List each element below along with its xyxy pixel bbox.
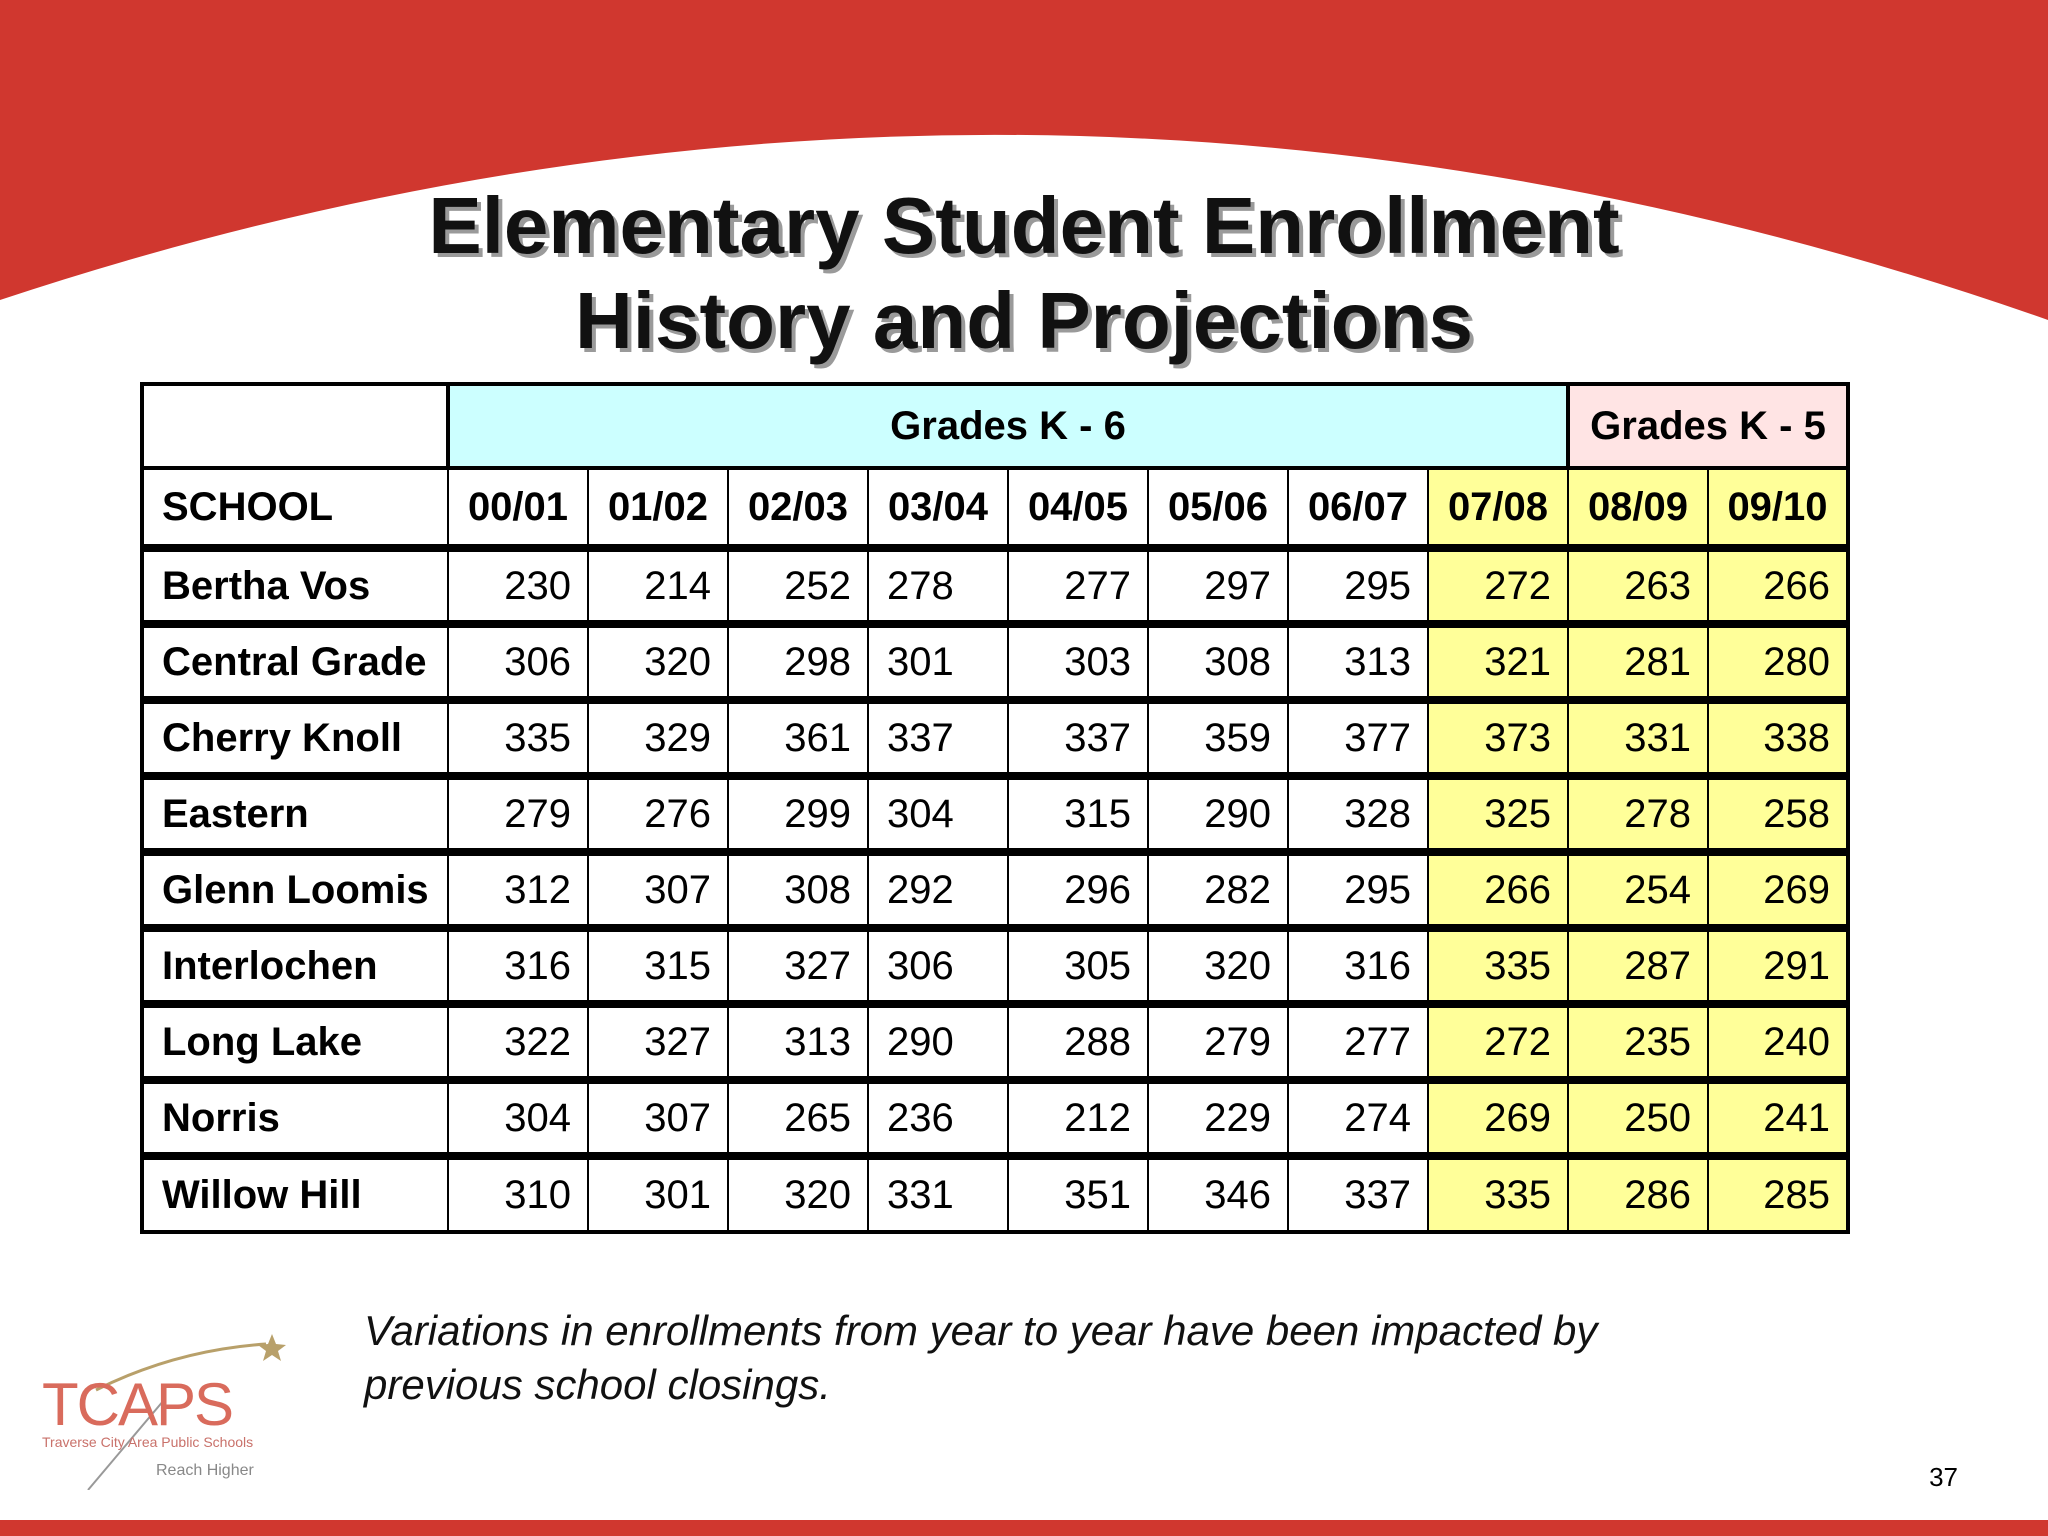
enrollment-value-cell: 276 <box>588 776 728 852</box>
enrollment-value-cell: 337 <box>1288 1156 1428 1232</box>
page-title <box>0 178 2048 368</box>
enrollment-value-cell: 327 <box>728 928 868 1004</box>
enrollment-value-cell: 240 <box>1708 1004 1848 1080</box>
enrollment-value-cell: 301 <box>588 1156 728 1232</box>
table-row <box>142 852 1848 928</box>
enrollment-value-cell: 250 <box>1568 1080 1708 1156</box>
enrollment-value-cell: 280 <box>1708 624 1848 700</box>
enrollment-table <box>140 382 1850 1234</box>
enrollment-value-cell: 290 <box>1148 776 1288 852</box>
table-row <box>142 548 1848 624</box>
enrollment-value-cell: 304 <box>868 776 1008 852</box>
enrollment-table-body <box>142 384 1848 1232</box>
enrollment-value-cell: 290 <box>868 1004 1008 1080</box>
enrollment-value-cell: 331 <box>1568 700 1708 776</box>
logo-subtitle: Traverse City Area Public Schools <box>42 1434 254 1450</box>
enrollment-value-cell: 258 <box>1708 776 1848 852</box>
enrollment-value-cell: 316 <box>1288 928 1428 1004</box>
enrollment-table-container <box>140 382 1850 1234</box>
enrollment-value-cell: 212 <box>1008 1080 1148 1156</box>
enrollment-value-cell: 295 <box>1288 548 1428 624</box>
enrollment-value-cell: 252 <box>728 548 868 624</box>
enrollment-value-cell: 315 <box>588 928 728 1004</box>
enrollment-value-cell: 320 <box>1148 928 1288 1004</box>
enrollment-value-cell: 269 <box>1428 1080 1568 1156</box>
enrollment-value-cell: 328 <box>1288 776 1428 852</box>
year-column-header: 03/04 <box>868 468 1008 548</box>
year-column-header: 02/03 <box>728 468 868 548</box>
enrollment-value-cell: 373 <box>1428 700 1568 776</box>
enrollment-value-cell: 310 <box>448 1156 588 1232</box>
school-name-cell: Interlochen <box>142 928 448 1004</box>
enrollment-value-cell: 285 <box>1708 1156 1848 1232</box>
grades-k6-header: Grades K - 6 <box>448 384 1568 468</box>
enrollment-value-cell: 266 <box>1428 852 1568 928</box>
enrollment-value-cell: 278 <box>868 548 1008 624</box>
table-row <box>142 1080 1848 1156</box>
enrollment-value-cell: 337 <box>1008 700 1148 776</box>
year-column-header: 06/07 <box>1288 468 1428 548</box>
enrollment-value-cell: 303 <box>1008 624 1148 700</box>
enrollment-value-cell: 266 <box>1708 548 1848 624</box>
enrollment-value-cell: 329 <box>588 700 728 776</box>
enrollment-value-cell: 214 <box>588 548 728 624</box>
enrollment-value-cell: 312 <box>448 852 588 928</box>
enrollment-value-cell: 279 <box>448 776 588 852</box>
table-row <box>142 624 1848 700</box>
enrollment-value-cell: 298 <box>728 624 868 700</box>
grades-k5-header: Grades K - 5 <box>1568 384 1848 468</box>
enrollment-value-cell: 338 <box>1708 700 1848 776</box>
enrollment-value-cell: 296 <box>1008 852 1148 928</box>
year-column-header: 04/05 <box>1008 468 1148 548</box>
enrollment-value-cell: 337 <box>868 700 1008 776</box>
school-name-cell: Long Lake <box>142 1004 448 1080</box>
enrollment-value-cell: 299 <box>728 776 868 852</box>
year-column-header: 05/06 <box>1148 468 1288 548</box>
enrollment-value-cell: 313 <box>728 1004 868 1080</box>
enrollment-value-cell: 315 <box>1008 776 1148 852</box>
enrollment-value-cell: 313 <box>1288 624 1428 700</box>
school-name-cell: Bertha Vos <box>142 548 448 624</box>
enrollment-value-cell: 335 <box>1428 1156 1568 1232</box>
enrollment-value-cell: 305 <box>1008 928 1148 1004</box>
enrollment-value-cell: 325 <box>1428 776 1568 852</box>
enrollment-value-cell: 272 <box>1428 548 1568 624</box>
enrollment-value-cell: 241 <box>1708 1080 1848 1156</box>
enrollment-value-cell: 308 <box>1148 624 1288 700</box>
enrollment-value-cell: 263 <box>1568 548 1708 624</box>
school-name-cell: Central Grade <box>142 624 448 700</box>
enrollment-value-cell: 377 <box>1288 700 1428 776</box>
footnote: Variations in enrollments from year to year have been impacted by previous school closings. <box>364 1307 1598 1408</box>
school-name-cell: Eastern <box>142 776 448 852</box>
enrollment-value-cell: 320 <box>588 624 728 700</box>
enrollment-value-cell: 281 <box>1568 624 1708 700</box>
enrollment-value-cell: 331 <box>868 1156 1008 1232</box>
grade-group-header-row <box>142 384 1848 468</box>
enrollment-value-cell: 277 <box>1008 548 1148 624</box>
enrollment-value-cell: 292 <box>868 852 1008 928</box>
enrollment-value-cell: 361 <box>728 700 868 776</box>
bottom-red-bar <box>0 1520 2048 1536</box>
table-row <box>142 700 1848 776</box>
enrollment-value-cell: 235 <box>1568 1004 1708 1080</box>
enrollment-value-cell: 291 <box>1708 928 1848 1004</box>
page-number: 37 <box>1929 1462 1958 1492</box>
table-row <box>142 1156 1848 1232</box>
enrollment-value-cell: 229 <box>1148 1080 1288 1156</box>
year-column-header: 09/10 <box>1708 468 1848 548</box>
enrollment-value-cell: 279 <box>1148 1004 1288 1080</box>
tcaps-logo <box>36 1330 296 1490</box>
enrollment-value-cell: 301 <box>868 624 1008 700</box>
enrollment-value-cell: 274 <box>1288 1080 1428 1156</box>
enrollment-value-cell: 335 <box>1428 928 1568 1004</box>
school-name-cell: Willow Hill <box>142 1156 448 1232</box>
year-column-header: 08/09 <box>1568 468 1708 548</box>
enrollment-value-cell: 351 <box>1008 1156 1148 1232</box>
school-name-cell: Glenn Loomis <box>142 852 448 928</box>
enrollment-value-cell: 277 <box>1288 1004 1428 1080</box>
enrollment-value-cell: 272 <box>1428 1004 1568 1080</box>
school-name-cell: Norris <box>142 1080 448 1156</box>
enrollment-value-cell: 316 <box>448 928 588 1004</box>
enrollment-value-cell: 286 <box>1568 1156 1708 1232</box>
enrollment-value-cell: 297 <box>1148 548 1288 624</box>
enrollment-value-cell: 320 <box>728 1156 868 1232</box>
column-header-row <box>142 468 1848 548</box>
group-header-blank <box>142 384 448 468</box>
enrollment-value-cell: 282 <box>1148 852 1288 928</box>
logo-wordmark: TCAPS <box>42 1371 233 1438</box>
enrollment-value-cell: 230 <box>448 548 588 624</box>
year-column-header: 07/08 <box>1428 468 1568 548</box>
enrollment-value-cell: 278 <box>1568 776 1708 852</box>
enrollment-value-cell: 307 <box>588 1080 728 1156</box>
enrollment-value-cell: 321 <box>1428 624 1568 700</box>
logo-tagline: Reach Higher <box>156 1462 254 1479</box>
table-row <box>142 1004 1848 1080</box>
year-column-header: 01/02 <box>588 468 728 548</box>
enrollment-value-cell: 288 <box>1008 1004 1148 1080</box>
enrollment-value-cell: 346 <box>1148 1156 1288 1232</box>
enrollment-value-cell: 322 <box>448 1004 588 1080</box>
year-column-header: 00/01 <box>448 468 588 548</box>
enrollment-value-cell: 359 <box>1148 700 1288 776</box>
enrollment-value-cell: 236 <box>868 1080 1008 1156</box>
page-title-line-2: History and Projections <box>575 276 1473 365</box>
page-title-line-1: Elementary Student Enrollment <box>428 181 1620 270</box>
enrollment-value-cell: 335 <box>448 700 588 776</box>
school-column-header: SCHOOL <box>142 468 448 548</box>
enrollment-value-cell: 306 <box>448 624 588 700</box>
enrollment-value-cell: 265 <box>728 1080 868 1156</box>
enrollment-value-cell: 308 <box>728 852 868 928</box>
enrollment-value-cell: 269 <box>1708 852 1848 928</box>
enrollment-value-cell: 306 <box>868 928 1008 1004</box>
table-row <box>142 776 1848 852</box>
enrollment-value-cell: 304 <box>448 1080 588 1156</box>
school-name-cell: Cherry Knoll <box>142 700 448 776</box>
enrollment-value-cell: 287 <box>1568 928 1708 1004</box>
table-row <box>142 928 1848 1004</box>
enrollment-value-cell: 254 <box>1568 852 1708 928</box>
enrollment-value-cell: 307 <box>588 852 728 928</box>
enrollment-value-cell: 327 <box>588 1004 728 1080</box>
enrollment-value-cell: 295 <box>1288 852 1428 928</box>
